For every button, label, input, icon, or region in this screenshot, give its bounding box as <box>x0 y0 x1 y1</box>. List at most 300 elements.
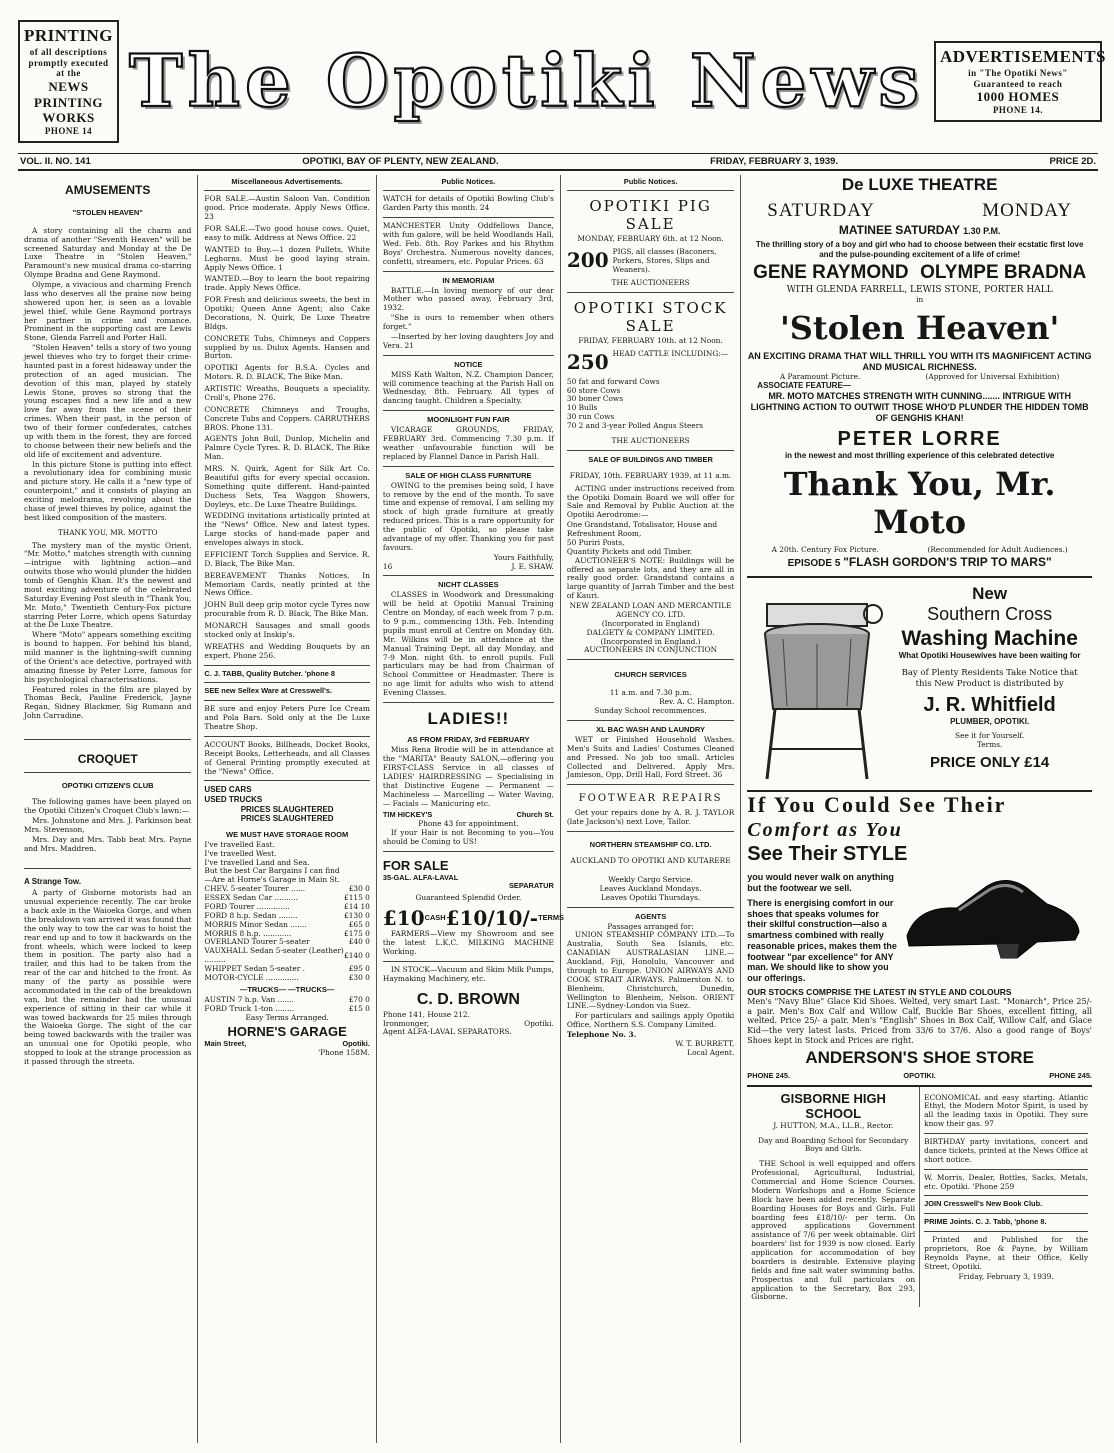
car-name: OVERLAND Tourer 5-seater <box>204 937 310 947</box>
article-paragraph: Mrs. Johnstone and Mrs. J. Parkinson beat Mrs. Stevenson, <box>24 816 192 835</box>
divider <box>567 907 734 908</box>
supporting-cast: WITH GLENDA FARRELL, LEWIS STONE, PORTER HALL <box>786 284 1053 295</box>
film-credits <box>747 373 1092 382</box>
divider <box>383 961 554 962</box>
star-name: OLYMPE BRADNA <box>920 262 1087 284</box>
classified-ad: FOR Fresh and delicious sweets, the best in Opotiki; Queen Anne Agent; also Cake Decorations, N. Quirk, De Luxe Theatre Bldgs. <box>204 295 370 331</box>
lot-desc: PIGS, all classes (Baconers, Porkers, Stores, Slips and Weaners). <box>612 247 717 275</box>
classified-ad: AGENTS John Bull, Dunlop, Michelin and Palmre Cycle Tyres. R. D. BLACK, The Bike Man. <box>204 434 370 462</box>
salon-street: Church St. <box>516 810 554 820</box>
star-peter-lorre: PETER LORRE <box>837 428 1002 451</box>
section-heading: Public Notices. <box>441 177 496 187</box>
trucks-heading: —TRUCKS— —TRUCKS— <box>239 984 335 994</box>
section-heading: Public Notices. <box>623 177 678 187</box>
bottom-ads <box>747 1087 1092 1308</box>
theatre-ad <box>747 175 1092 577</box>
divider <box>383 190 554 191</box>
divider <box>567 784 734 785</box>
anderson-contact <box>747 1072 1092 1081</box>
nzloan-line: AUCTIONEERS IN CONJUNCTION <box>584 645 718 655</box>
article-paragraph: Where "Moto" appears something exciting is bound to happen. For behind his bland, mild manner is the lightning-swift cunning of the Orient's ace detective, portrayed with amazing finesse by Peter Lorre, famous for his psychological characterisations. <box>24 630 192 684</box>
shoe-headline-2: Comfort as You <box>747 819 903 842</box>
agents-phone: Telephone No. 3. <box>566 1030 637 1040</box>
ear-line: promptly executed at the <box>28 57 109 79</box>
economical-ad: ECONOMICAL and easy starting. Atlantic Ethyl, the Modern Motor Spirit, is used by all the leading taxis in Opotiki. They sure know their gas. 97 <box>924 1092 1089 1129</box>
matinee-time: 1.30 P.M. <box>963 225 1001 236</box>
truck-name: AUSTIN 7 h.p. Van ....... <box>204 994 294 1004</box>
shoe-list: Men's "Navy Blue" Glace Kid Shoes. Welted, very smart Last. "Monarch", Price 25/- a pair. Men's Box Calf and Willow Calf, Buckle Bar Shoes, excellent fitting, all welted. Price 25/- a pair. Men's "English" Shoes in Box Calf, Willow Calf, and Glace Kid—the very latest lasts. Priced from 33/6 to 37/6. Also a good range of Boys' Shoes kept in Stock and Prices are right. <box>747 997 1092 1045</box>
in-label: in <box>916 294 924 304</box>
stock-item: 70 2 and 3-year Polled Angus Steers <box>566 421 704 431</box>
divider <box>383 271 554 272</box>
terms-price: £10/10/- <box>445 906 539 931</box>
article-heading: OPOTIKI CITIZEN'S CLUB <box>61 781 154 791</box>
dateline <box>18 153 1098 171</box>
column-public-notices <box>377 175 564 1443</box>
laundry-heading: XL BAC WASH AND LAUNDRY <box>596 724 706 734</box>
ear-line: in "The Opotiki News" <box>968 67 1068 78</box>
divider <box>924 1133 1088 1134</box>
classified-ad: ARTISTIC Wreaths, Bouquets a speciality. Croll's, Phone 276. <box>204 384 370 402</box>
furniture-signature <box>383 563 554 572</box>
church-heading: CHURCH SERVICES <box>614 670 687 680</box>
notice-text: MISS Kath Walton, N.Z. Champion Dancer, will commence teaching at the Parish Hall on Wednesday, 8th. February. All types of dancing taught. Children a Specialty. <box>382 369 554 406</box>
certificate: (Approved for Universal Exhibition) <box>925 371 1060 381</box>
car-price: £140 0 <box>344 950 370 960</box>
memoriam-verse: "She is ours to remember when others forget." <box>382 313 554 332</box>
pig-sale-title: OPOTIKI PIG SALE <box>589 197 712 234</box>
ladies-heading: LADIES!! <box>427 708 510 728</box>
stock-item: 60 store Cows <box>566 385 621 395</box>
address-town: Opotiki. <box>342 1038 370 1048</box>
classified-ad: JOHN Bull deep grip motor cycle Tyres now procurable from R. D. Black, The Bike Man. <box>204 600 370 619</box>
car-name: MORRIS 8 h.p. ............ <box>204 928 292 938</box>
banner-line: USED CARS <box>204 785 252 795</box>
studio: A 20th. Century Fox Picture. <box>771 544 879 554</box>
see-it: See it for Yourself. <box>955 731 1025 741</box>
lot-desc: HEAD CATTLE INCLUDING:— <box>612 348 729 358</box>
wash-new: New <box>972 583 1008 603</box>
newspaper-title: The Opotiki News <box>129 38 924 124</box>
terms-note: Easy Terms Arranged. <box>245 1012 329 1022</box>
terms-label: TERMS <box>538 912 564 922</box>
footwear-heading: FOOTWEAR REPAIRS <box>578 793 723 805</box>
steamship-line: Weekly Cargo Service. <box>608 874 693 884</box>
wash-sub: What Opotiki Housewives have been waiting for <box>898 650 1081 660</box>
salon-name: TIM HICKEY'S <box>382 810 433 820</box>
car-name: FORD Tourer .............. <box>204 901 290 911</box>
timber-note: AUCTIONEER'S NOTE: Buildings will be offered as separate lots, and they are all in really good order. Grandstand contains a large quantity of Jarrah Timber and the best of Kauri. <box>566 555 735 601</box>
divider <box>24 772 191 773</box>
shoe-stocks: OUR STOCKS COMPRISE THE LATEST IN STYLE AND COLOURS <box>747 987 1012 998</box>
divider <box>567 292 734 293</box>
town: Opotiki. <box>524 1018 554 1028</box>
divider <box>24 739 191 740</box>
column-display-ads <box>741 175 1098 1443</box>
storage-line: I've travelled East. <box>204 839 275 849</box>
classified-ad: WEDDING invitations artistically printed at the "News" Office. New and latest types. Large stocks of hand-made paper and envelopes always in stock. <box>204 511 370 548</box>
used-cars-banner <box>204 785 369 823</box>
ear-line: NEWS PRINTING WORKS <box>34 79 104 126</box>
timber-item: One Grandstand, Totalisator, House and Refreshment Room, <box>566 520 718 539</box>
small-ads <box>920 1087 1092 1308</box>
article-paragraph: The mystery man of the mystic Orient, "Mr. Motto," matches strength with cunning—intrigue with lightning action—and outwits those who would plunder the hidden tomb of Genghis Khan. It's the newest and most exciting adventure of the celebrated Saturday Evening Post sleuth in "Thank You, Mr. Moto," Twentieth Century-Fox picture starring Peter Lorre, which opens Saturday at the De Luxe Theatre. <box>24 540 192 630</box>
film-title-stolen-heaven: 'Stolen Heaven' <box>780 308 1060 347</box>
columns <box>18 175 1098 1443</box>
car-price: £130 0 <box>344 910 370 920</box>
horne-phone: 'Phone 158M. <box>318 1047 370 1057</box>
agents-name: W. T. BURRETT, <box>675 1038 735 1048</box>
night-classes-heading: NICHT CLASSES <box>438 580 499 590</box>
cash-label: CASH <box>424 912 446 922</box>
gisborne-title: GISBORNE HIGH SCHOOL <box>780 1090 886 1122</box>
notice-ad: WATCH for details of Opotiki Bowling Club's Garden Party this month. 24 <box>382 194 554 213</box>
section-heading: AMUSEMENTS <box>65 183 151 198</box>
car-price: £30 0 <box>348 972 370 982</box>
banner-line: PRICES SLAUGHTERED <box>240 814 334 824</box>
divider <box>383 851 554 852</box>
shoe-ad <box>747 792 1092 1087</box>
shoe-headline-3: See Their STYLE <box>747 843 908 866</box>
divider <box>383 575 554 576</box>
divider <box>24 868 191 869</box>
wash-body: Bay of Plenty Residents Take Notice that this New Product is distributed by <box>901 668 1078 689</box>
book-club-ad: JOIN Cresswell's New Book Club. <box>924 1199 1043 1209</box>
washing-machine-illustration <box>747 584 887 784</box>
washing-machine-icon <box>747 584 887 784</box>
banner-line: PRICES SLAUGHTERED <box>240 804 334 814</box>
divider <box>567 659 734 660</box>
washing-machine-ad <box>747 578 1092 792</box>
icecream-ad: BE sure and enjoy Peters Pure Ice Cream and Pola Bars. Sold only at the De Luxe Theatre Shop. <box>204 704 370 732</box>
agents-text-2: For particulars and sailings apply Opotiki Office, Northern S.S. Company Limited. <box>566 1011 735 1030</box>
car-name: WHIPPET Sedan 5-seater . <box>204 964 306 974</box>
sellex-ad: SEE new Sellex Ware at Cresswell's. <box>204 686 333 696</box>
day-saturday: SATURDAY <box>767 199 875 221</box>
stock-item: 30 boner Cows <box>566 394 624 404</box>
fair-text: VICARAGE GROUNDS, FRIDAY, FEBRUARY 3rd. Commencing 7.30 p.m. If weather unfavourable function will be replaced by Flannel Dance in Parish Hall. <box>382 425 554 461</box>
divider <box>924 1169 1088 1170</box>
divider <box>383 410 554 411</box>
column-sales <box>561 175 741 1443</box>
divider <box>567 450 734 451</box>
article-paragraph: In this picture Stone is putting into effect a revolutionary idea for combining music and picture story. He calls it a "new type of counterpoint," and it consists of playing an exciting melodrama, revolving about the chase of jewel thieves by police, against the best liked composition of the masters. <box>24 459 192 522</box>
lot-count: 250 <box>566 349 609 374</box>
car-name: FORD 8 h.p. Sedan ........ <box>204 910 298 920</box>
terms: Terms. <box>976 740 1003 750</box>
section-heading: CROQUET <box>77 752 138 767</box>
wash-title-1: Southern Cross <box>927 604 1053 625</box>
furniture-heading: SALE OF HIGH CLASS FURNITURE <box>405 470 532 480</box>
column-amusements <box>18 175 198 1443</box>
memoriam-text: BATTLE.—In loving memory of our dear Mother who passed away, February 3rd, 1932. <box>382 285 554 313</box>
car-price: £65 0 <box>348 919 370 929</box>
divider <box>924 1213 1088 1214</box>
shoe-body-1: you would never walk on anything but the footwear we sell. <box>747 872 894 893</box>
birthday-ad: BIRTHDAY party invitations, concert and dance tickets, printed at the News Office at short notice. <box>924 1137 1089 1164</box>
storage-heading: WE MUST HAVE STORAGE ROOM <box>226 829 349 839</box>
article-paragraph: The following games have been played on the Opotiki Citizen's Croquet Club's lawn:— <box>24 797 192 816</box>
ad-number: 16 <box>382 561 393 571</box>
ear-line: PHONE 14. <box>992 104 1043 115</box>
ear-line: Guaranteed to reach <box>973 78 1063 89</box>
horne-garage-name: HORNE'S GARAGE <box>227 1024 347 1040</box>
whitfield-name: J. R. Whitfield <box>923 693 1056 716</box>
printing-ad: ACCOUNT Books, Billheads, Docket Books, Receipt Books, Letterheads, and all Classes of General Printing promptly executed at the "News" Office. <box>204 739 370 776</box>
anderson-phone-2: PHONE 245. <box>1049 1070 1092 1080</box>
truck-price: £15 0 <box>348 1003 370 1013</box>
article-paragraph: "Stolen Heaven" tells a story of two young jewel thieves who try to forget their crime-haunted past in a forest hideaway under the protection of an aged musician. The devotion of this man, played by stately Lewis Stone, proves so strong that the young escapes find a new life and a new love far away from the scene of their crimes. When their past, in the person of two of their former confederates, catches up with them in the forest, they are forced to choose between their new beliefs and the old life of excitement and adventure. <box>24 343 192 459</box>
article-paragraph: Mrs. Day and Mrs. Tabb beat Mrs. Payne and Mrs. Maddren. <box>24 834 192 853</box>
right-ear-advertisements <box>934 41 1107 121</box>
classified-ad: CONCRETE Tubs, Chimneys and Coppers supplied by us. Dulux Agents. Hansen and Burton. <box>204 333 370 361</box>
timber-item: Quantity Pickets and odd Timber. <box>566 546 693 556</box>
steamship-line: Leaves Auckland Mondays. <box>599 883 702 893</box>
storage-line: —Are at Horne's Garage in Main St. <box>204 875 340 885</box>
car-name: VAUXHALL Sedan 5-seater (Leather) ......... <box>204 946 344 965</box>
shoe-text-col <box>747 866 897 984</box>
issue-date: FRIDAY, FEBRUARY 3, 1939. <box>710 156 839 167</box>
film-stars <box>747 262 1092 285</box>
car-price: £95 0 <box>348 964 370 974</box>
shoe-illustration <box>897 866 1092 984</box>
shoe-body-2: There is energising comfort in our shoes that speaks volumes for their skilful construction—also a smartness combined with really reasonable prices, makes them the footwear "par excellence" for ANY man. We should like to show you our offerings. <box>747 897 897 984</box>
classified-ad: WREATHS and Wedding Bouquets by an expert. Phone 256. <box>204 641 370 660</box>
stock-text: IN STOCK—Vacuum and Skim Milk Pumps, Haymaking Machinery, etc. <box>382 964 554 983</box>
wash-price: PRICE ONLY £14 <box>930 754 1050 772</box>
divider <box>383 466 554 467</box>
footwear-text: Get your repairs done by A. R. J. TAYLOR (late Jackson's) next Love, Tailor. <box>566 808 735 827</box>
article-heading: "STOLEN HEAVEN" <box>72 207 143 217</box>
notice-ad: MANCHESTER Unity Oddfellows Dance, with fun galore, will be held Woodlands Hall, Wed. Feb. 8th. Roy Parkes and his Rhythm Boys' Orchestra. Numerous novelty dances, confetti, streamers, etc. Popular Prices. 63 <box>382 221 554 266</box>
classified-ad: WANTED.—Boy to learn the boot repairing trade. Apply News Office. <box>204 274 370 293</box>
anderson-town: OPOTIKI. <box>903 1070 936 1080</box>
shoe-ad-body <box>747 866 1092 984</box>
notice-heading: NOTICE <box>454 359 483 369</box>
cash-price: £10 <box>382 906 425 931</box>
car-name: MORRIS Minor Sedan ....... <box>204 919 307 929</box>
imprint-date: Friday, February 3, 1939. <box>958 1271 1054 1281</box>
washing-machine-text <box>887 584 1092 784</box>
morris-ad: W. Morris, Dealer, Bottles, Sacks, Metals, etc. Opotiki. 'Phone 259 <box>924 1172 1089 1191</box>
car-price: £40 0 <box>348 937 370 947</box>
day-monday: MONDAY <box>982 199 1072 221</box>
stock-sale-title: OPOTIKI STOCK SALE <box>573 298 728 335</box>
auctioneers: THE AUCTIONEERS <box>611 277 690 287</box>
divider <box>204 700 369 701</box>
trade: Ironmonger, <box>382 1018 429 1028</box>
shoe-icon <box>897 866 1087 966</box>
divider <box>204 780 369 781</box>
ear-line: 1000 HOMES <box>976 89 1060 105</box>
article-heading: A Strange Tow. <box>24 876 82 886</box>
star-name: GENE RAYMOND <box>753 262 909 284</box>
ear-heading: PRINTING <box>24 26 114 46</box>
nzloan-line: NEW ZEALAND LOAN AND MERCANTILE AGENCY CO. LTD. <box>569 601 732 619</box>
steamship-route: AUCKLAND TO OPOTIKI AND KUTARERE <box>570 856 731 866</box>
studio: A Paramount Picture. <box>779 371 861 381</box>
signatory: J. E. SHAW. <box>511 561 554 571</box>
classified-ad: MONARCH Sausages and small goods stocked only at Inskip's. <box>204 621 370 639</box>
classified-ad: EFFICIENT Torch Supplies and Service. R. D. Black, The Bike Man. <box>204 549 370 568</box>
separator-name: 35-GAL. ALFA-LAVAL <box>382 872 459 882</box>
divider <box>383 217 554 218</box>
divider <box>567 831 734 832</box>
brown-phone: Phone 141, House 212. <box>382 1009 470 1019</box>
steamship-heading: NORTHERN STEAMSHIP CO. LTD. <box>589 840 712 850</box>
brown-agent: Agent ALFA-LAVAL SEPARATORS. <box>382 1027 512 1037</box>
pig-sale-lot <box>567 248 734 275</box>
storage-line: I've travelled Land and Sea. <box>204 857 310 867</box>
column-misc-ads <box>198 175 376 1443</box>
section-heading: Miscellaneous Advertisements. <box>231 177 343 187</box>
car-price-list <box>204 885 369 983</box>
salon-phone: Phone 43 for appointment. <box>418 819 519 829</box>
divider <box>383 702 554 703</box>
timber-date: FRIDAY, 10th. FEBRUARY 1939, at 11 a.m. <box>569 470 732 480</box>
car-name: ESSEX Sedan Car .......... <box>204 893 298 903</box>
classified-ad: FOR SALE.—Austin Saloon Van. Condition good. Price moderate. Apply News Office. 23 <box>204 194 370 222</box>
stock-sale-lot <box>567 350 734 374</box>
classified-ad: WANTED to Buy.—1 dozen Pullets, White Leghorns. Must be good laying strain. Apply News Office. 1 <box>204 244 370 272</box>
separator-prices <box>382 906 564 931</box>
church-line: Sunday School recommences. <box>594 706 707 716</box>
anderson-store: ANDERSON'S SHOE STORE <box>805 1048 1034 1068</box>
ear-line: of all descriptions <box>29 46 108 57</box>
film-description: AN EXCITING DRAMA THAT WILL THRILL YOU WITH ITS MAGNIFICENT ACTING AND MUSICAL RICHNESS. <box>747 351 1092 372</box>
theatre-name: De LUXE THEATRE <box>841 175 998 195</box>
article-paragraph: Olympe, a vivacious and charming French lass who deserves all the praise now being showered upon her, is seen as a lovable jewel thief, while Gene Raymond portrays her partner in crime and romance. Prominent in the supporting cast are Lewis Stone, Glenda Farrell and Porter Hall. <box>24 280 192 343</box>
brown-name: C. D. BROWN <box>416 990 520 1008</box>
divider <box>204 736 369 737</box>
timber-text: ACTING under instructions received from the Opotiki Domain Board we will offer for Sale and Removal by Public Auction at the Opotiki Aerodrome:— <box>566 483 735 520</box>
furniture-text: OWING to the premises being sold, I have to remove by the end of the month. To save time and expense of removal, I am selling my stock of high grade furniture at greatly reduced prices. This is a rare opportunity for the public of Opotiki, so please take advantage of my offer. Thanking you for past favours. <box>382 480 554 552</box>
gisborne-body: THE School is well equipped and offers Professional, Agricultural, Industrial, Commercial and Home Science Courses. Modern Workshops and a Home Science Block have been added recently. Separate Boarding Houses for Boys and Girls. Full boarding fees £18/10/- per term. On approved applications Government assistance of 7/6 per week obtainable. Girl boarders' list for 1939 is now closed. Early application for accommodation of boy boarders is desirable. Extensive playing fields and fine salt water swimming baths. Prospectus and full particulars on application to the Secretary, Box 293, Gisborne. <box>751 1159 916 1302</box>
memoriam-heading: IN MEMORIAM <box>442 275 495 285</box>
banner-line: USED TRUCKS <box>204 794 263 804</box>
classified-ad: BEREAVEMENT Thanks Notices, In Memoriam Cards, neatly printed at the News Office. <box>204 570 370 598</box>
night-classes-text: CLASSES in Woodwork and Dressmaking will be held at Opotiki Manual Training Centre on Monday, of each week from 7 p.m. to 9 p.m., commencing 13th. Feb. Intending pupils must enroll at Centre on Monday 6th. Mr. Wilkins will be in attendance at the Manual Training Dept. all day Monday, and 7-9 Mon. night 6th. to enroll pupils. Full particulars may be had from Chairman of School Committee or Headmaster. There is no age limit for adults who wish to attend Evening Classes. <box>382 590 554 698</box>
nzloan-line: (Incorporated in England) <box>601 618 700 628</box>
divider <box>204 682 369 683</box>
article-heading: THANK YOU, MR. MOTTO <box>57 527 158 537</box>
certificate: (Recommended for Adult Audiences.) <box>927 544 1068 554</box>
laundry-text: WET or Finished Household Washes. Men's Suits and Ladies' Costumes Cleaned and Pressed. No job too small. Articles Collected and Delivered. Apply Mrs. Jamieson, Opp. Drill Hall, Ford Street. 36 <box>566 734 735 780</box>
storage-line: I've travelled West. <box>204 848 277 858</box>
truck-price-list <box>204 996 369 1014</box>
divider <box>204 665 369 666</box>
car-price: £115 0 <box>344 893 370 903</box>
divider <box>567 720 734 721</box>
gisborne-rector: J. HUTTON, M.A., LL.B., Rector. <box>773 1120 894 1130</box>
stock-item: 10 Bulls <box>566 403 598 413</box>
classified-ad: FOR SALE.—Two good house cows. Quiet, easy to milk. Address at News Office. 22 <box>204 224 370 242</box>
butcher-ad: C. J. TABB, Quality Butcher. 'phone 8 <box>204 668 335 678</box>
farmers-text: FARMERS—View my Showroom and see the latest L.K.C. MILKING MACHINE Working. <box>382 929 554 956</box>
film-tagline: The thrilling story of a boy and girl who had to choose between their ecstatic first love and the pulse-pounding excitement of a life of crime! <box>755 239 1084 259</box>
price: PRICE 2D. <box>1049 156 1096 167</box>
separator-name-2: SEPARATUR <box>508 881 554 891</box>
left-ear-printing <box>18 20 119 142</box>
agents-heading: AGENTS <box>634 911 667 921</box>
car-price: £14 10 <box>344 901 370 911</box>
ear-line: PHONE 14 <box>44 125 93 136</box>
divider <box>924 1195 1088 1196</box>
nzloan-line: DALGETY & COMPANY LIMITED. <box>586 627 715 637</box>
divider <box>567 190 734 191</box>
car-price: £30 0 <box>348 884 370 894</box>
masthead <box>18 14 1107 149</box>
car-row <box>204 947 369 965</box>
fair-heading: MOONLIGHT FUN FAIR <box>427 415 510 425</box>
church-line: Rev. A. C. Hampton. <box>659 697 735 707</box>
church-line: 11 a.m. and 7.30 p.m. <box>609 688 692 698</box>
article-paragraph: Featured roles in the film are played by Thomas Beck, Pauline Frederick, Jayne Regan, Sidney Blackmer, Sig Rumann and John Carradine. <box>24 684 192 721</box>
divider <box>204 190 369 191</box>
place: OPOTIKI, BAY OF PLENTY, NEW ZEALAND. <box>302 156 499 167</box>
car-price: £175 0 <box>344 928 370 938</box>
associate-description: MR. MOTO MATCHES STRENGTH WITH CUNNING....... INTRIGUE WITH LIGHTNING ACTION TO OUTWIT THOSE WHO'D PLUNDER THE HIDDEN TOMB OF GENGHIS KHAN! <box>750 391 1089 423</box>
divider <box>924 1231 1088 1232</box>
lorre-tagline: in the newest and most thrilling experience of this celebrated detective <box>784 451 1055 461</box>
classified-ad: MRS. N. Quirk, Agent for Silk Art Co. Beautiful gifts for every special occasion. Something quite different. Hand-painted Duchess Sets, Tea Waggon Showers, Doyleys, etc. De Luxe Theatre Buildings. <box>204 464 370 509</box>
ear-heading: ADVERTISEMENTS <box>939 47 1107 67</box>
nzloan-line: (Incorporated in England.) <box>600 636 701 646</box>
anderson-phone: PHONE 245. <box>747 1070 791 1080</box>
lot-count: 200 <box>566 248 609 273</box>
imprint: Printed and Published for the proprietors, Roe & Payne, by William Reynolds Payne, at their Office, Kelly Street, Opotiki. <box>924 1235 1089 1271</box>
agents-title: Local Agent. <box>687 1047 735 1057</box>
stock-sale-date: FRIDAY, FEBRUARY 10th. at 12 Noon. <box>578 335 723 345</box>
film2-credits <box>747 546 1092 555</box>
timber-item: 50 Puriri Posts, <box>566 537 625 547</box>
volume-number: VOL. II. NO. 141 <box>20 156 91 167</box>
shoe-headline-1: If You Could See Their <box>747 791 1007 817</box>
associate-label: ASSOCIATE FEATURE— <box>757 381 851 391</box>
steamship-line: Leaves Opotiki Thursdays. <box>600 892 701 902</box>
film-title-mr-moto: Thank You, Mr. Moto <box>783 465 1056 542</box>
car-name: MOTOR-CYCLE .............. <box>204 972 299 982</box>
prime-joints-ad: PRIME Joints. C. J. Tabb, 'phone 8. <box>924 1217 1047 1227</box>
guarantee: Guaranteed Splendid Order. <box>415 893 522 903</box>
classified-ad: CONCRETE Chimneys and Troughs, Concrete Tubs and Coppers. CARRUTHERS BROS. Phone 131. <box>204 404 370 432</box>
article-paragraph: A party of Gisborne motorists had an unusual experience recently. The car broke a back axle in the Waioeka Gorge, and when the breakdown van arrived it was found that the only way to tow the car was to hoist the rear end up and to tow it backwards on the front wheels, which were locked to keep them in position. The party also had a trailer, and this had to be taken from the rear of the car and hitched to the front. As many of the party as possible were accommodated in the cab of the breakdown van, but the remainder had the unusual experience of sitting in their car while it was towed backwards for 25 miles through the Waioeka Gorge. The sight of the car being towed backwards with the trailer was an unusual one for Opotiki people, who stopped to look at the strange procession as it passed through the streets. <box>24 888 192 1066</box>
whitfield-trade: PLUMBER, OPOTIKI. <box>950 716 1030 726</box>
article-paragraph: A story containing all the charm and drama of another "Seventh Heaven" will be screened Saturday and Monday at the De Luxe Theatre in "Stolen Heaven," Paramount's new musical drama co-starring Olympe Bradna and Gene Raymond. <box>24 225 192 280</box>
agents-sub: Passages arranged for: <box>607 921 694 931</box>
timber-heading: SALE OF BUILDINGS AND TIMBER <box>588 454 713 464</box>
address-street: Main Street, <box>204 1038 247 1048</box>
furniture-signoff: Yours Faithfully, <box>493 552 554 562</box>
screening-days <box>747 196 1092 223</box>
divider <box>383 355 554 356</box>
truck-price: £70 0 <box>348 994 370 1004</box>
episode-label: EPISODE 5 <box>787 557 841 569</box>
stock-item: 50 fat and forward Cows <box>566 376 660 386</box>
classified-ad: OPOTIKI Agents for B.S.A. Cycles and Motors. R. D. BLACK, The Bike Man. <box>204 363 370 382</box>
for-sale-heading: FOR SALE <box>382 857 449 873</box>
stock-item: 30 run Cows <box>566 412 615 422</box>
serial-title: "FLASH GORDON'S TRIP TO MARS" <box>843 554 1052 569</box>
ladies-text: Miss Rena Brodie will be in attendance at the "MARITA" Beauty SALON,—offering you FIRST-CLASS Service in all classes of LADIES' HAIRDRESSING — Specialising in that Distinctive Eugene — Permanent — Machineless — Marcelling — Water Waving, — Facials — Manicuring etc. <box>382 745 554 808</box>
agents-text: UNION STEAMSHIP COMPANY LTD.—To Australia, South Sea Islands, etc. CANADIAN AUSTRALASIAN LINE.—Auckland, Fiji, Honolulu, Vancouver and through to Europe. UNION AIRWAYS AND COOK STRAIT AIRWAYS. Palmerston N. to Blenheim, Christchurch, Dunedin, Wellington to Blenheim, Nelson. ORIENT LINE.—Sydney-London via Suez. <box>566 930 735 1011</box>
serial <box>747 555 1092 570</box>
memoriam-by: —Inserted by her loving daughters Joy and Vera. 21 <box>382 331 554 350</box>
gisborne-sub: Day and Boarding School for Secondary Boys and Girls. <box>758 1135 909 1154</box>
car-name: CHEV. 5-seater Tourer ...... <box>204 884 306 894</box>
storage-line: But the best Car Bargains I can find <box>204 866 340 876</box>
salon-tagline: If your Hair is not Becoming to you—You should be Coming to US! <box>382 828 554 847</box>
